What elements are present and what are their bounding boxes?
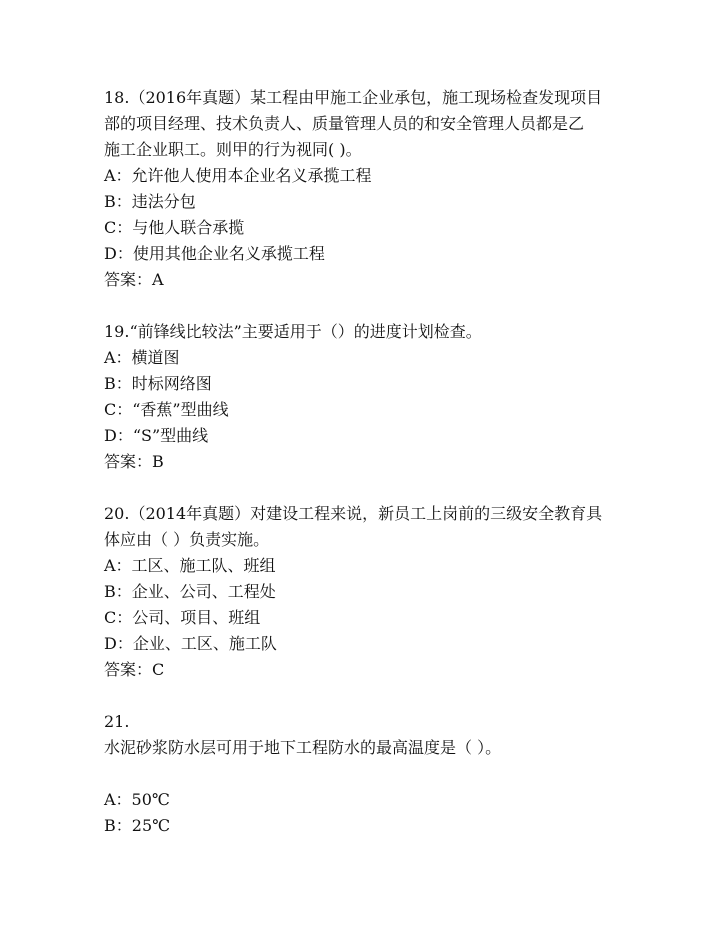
question-stem-line: 18.（2016年真题）某工程由甲施工企业承包，施工现场检查发现项目 [104,88,603,107]
answer: 答案：A [104,270,164,289]
option-d: D：使用其他企业名义承揽工程 [104,244,325,263]
question-stem-line: 部的项目经理、技术负责人、质量管理人员的和安全管理人员都是乙 [104,114,585,133]
question-stem-line: 20.（2014年真题）对建设工程来说，新员工上岗前的三级安全教育具 [104,504,603,523]
option-c: C：公司、项目、班组 [104,608,261,627]
question-stem-line: 水泥砂浆防水层可用于地下工程防水的最高温度是（ ）。 [104,738,502,757]
option-a: A：50℃ [104,790,170,809]
option-b: B：企业、公司、工程处 [104,582,276,601]
spacer [104,475,644,501]
option-d: D：“S”型曲线 [104,426,209,445]
spacer [104,683,644,709]
answer: 答案：B [104,452,164,471]
option-d: D：企业、工区、施工队 [104,634,277,653]
question-18 [104,85,644,293]
option-b: B：违法分包 [104,192,196,211]
question-21 [104,709,644,839]
question-number: 21. [104,712,130,731]
option-a: A：横道图 [104,348,180,367]
option-c: C：与他人联合承揽 [104,218,245,237]
option-a: A：工区、施工队、班组 [104,556,276,575]
question-stem-line: 施工企业职工。则甲的行为视同( )。 [104,140,362,159]
question-stem-line: 体应由（ ）负责实施。 [104,530,270,549]
option-b: B：时标网络图 [104,374,212,393]
option-c: C：“香蕉”型曲线 [104,400,229,419]
spacer [104,761,644,787]
question-stem-line: 19.“前锋线比较法”主要适用于（）的进度计划检查。 [104,322,482,341]
question-19 [104,319,644,475]
answer: 答案：C [104,660,165,679]
spacer [104,293,644,319]
option-b: B：25℃ [104,816,171,835]
question-20 [104,501,644,683]
option-a: A：允许他人使用本企业名义承揽工程 [104,166,372,185]
document-page [104,85,644,839]
